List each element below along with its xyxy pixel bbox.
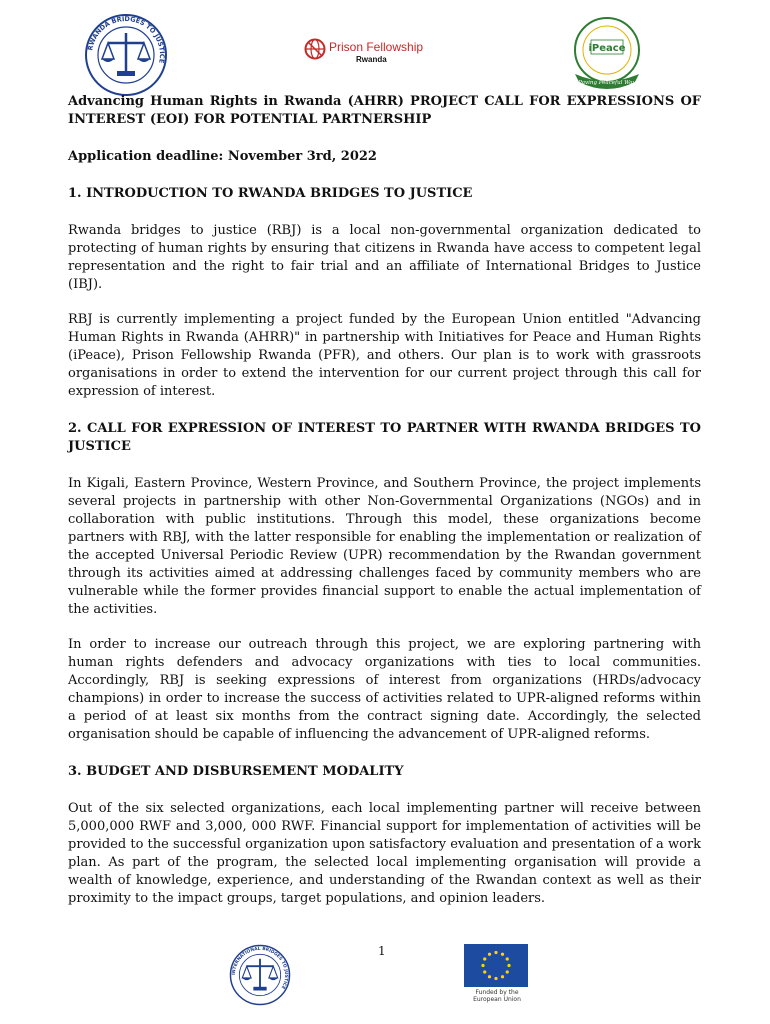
eu-star bbox=[488, 953, 491, 956]
ipeace-name: iPeace bbox=[588, 43, 626, 54]
section-2-heading: 2. CALL FOR EXPRESSION OF INTEREST TO PARTNER WITH RWANDA BRIDGES TO JUSTICE bbox=[68, 421, 701, 454]
eu-star bbox=[481, 964, 484, 967]
eu-star bbox=[483, 957, 486, 960]
document-body bbox=[68, 93, 701, 908]
eu-star bbox=[494, 977, 497, 980]
page-number: 1 bbox=[378, 944, 386, 958]
ipeace-logo bbox=[569, 16, 645, 92]
ipeace-banner: Paving Peaceful Way bbox=[578, 80, 636, 86]
application-deadline: Application deadline: November 3rd, 2022 bbox=[68, 149, 377, 164]
section-1-heading: 1. INTRODUCTION TO RWANDA BRIDGES TO JUSTICE bbox=[68, 186, 473, 201]
ipeace-seal-icon bbox=[569, 16, 645, 92]
section-2-paragraph-1: In Kigali, Eastern Province, Western Province, and Southern Province, the project implements several projects in partnership with other Non-Governmental Organizations (NGOs) and in collaboration with public institutions. Through this model, these organizations become partners with RBJ, with the latter responsible for enabling the implementation or realization of the accepted Universal Periodic Review (UPR) recommendation by the Rwandan government through its activities aimed at addressing challenges faced by community members who are vulnerable while the former provides financial support to enable the actual implementation of the activities. bbox=[68, 476, 701, 617]
eu-star bbox=[494, 951, 497, 954]
prison-fellowship-logo bbox=[304, 34, 424, 68]
eu-star bbox=[488, 975, 491, 978]
pf-country: Rwanda bbox=[356, 55, 387, 64]
rbj-logo bbox=[84, 13, 168, 97]
document-title: Advancing Human Rights in Rwanda (AHRR) PROJECT CALL FOR EXPRESSIONS OF INTEREST (EOI) FOR POTENTIAL PARTNERSHIP bbox=[68, 94, 701, 127]
section-1-paragraph-1: Rwanda bridges to justice (RBJ) is a local non-governmental organization dedicated to protecting of human rights by ensuring that citizens in Rwanda have access to competent legal representation and the right to fair trial and an affiliate of International Bridges to Justice (IBJ). bbox=[68, 223, 701, 292]
section-3-heading: 3. BUDGET AND DISBURSEMENT MODALITY bbox=[68, 764, 404, 779]
ibj-logo bbox=[229, 944, 291, 1006]
eu-logo bbox=[464, 944, 528, 987]
eu-star bbox=[506, 957, 509, 960]
pf-name: Prison Fellowship bbox=[329, 40, 424, 54]
eu-star bbox=[501, 953, 504, 956]
section-3-paragraph-1: Out of the six selected organizations, each local implementing partner will receive between 5,000,000 RWF and 3,000, 000 RWF. Financial support for implementation of activities will be provided to the successful organization upon satisfactory evaluation and presentation of a work plan. As part of the program, the selected local implementing organisation will provide a wealth of knowledge, experience, and understanding of the Rwandan context as well as their proximity to the impact groups, target populations, and opinion leaders. bbox=[68, 801, 701, 906]
rbj-ring-text: RWANDA BRIDGES TO JUSTICE bbox=[86, 14, 167, 64]
section-1-paragraph-2: RBJ is currently implementing a project funded by the European Union entitled "Advancing Human Rights in Rwanda (AHRR)" in partnership with Initiatives for Peace and Human Rights (iPeace), Prison Fellowship Rwanda (PFR), and others. Our plan is to work with grassroots organisations in order to extend the intervention for our current project through this call for expression of interest. bbox=[68, 312, 701, 399]
ibj-scales-seal-icon bbox=[229, 944, 291, 1006]
ibj-ring-text: INTERNATIONAL BRIDGES TO JUSTICE bbox=[231, 946, 289, 990]
eu-flag-icon bbox=[464, 944, 528, 987]
prison-fellowship-globe-icon bbox=[304, 38, 326, 60]
section-2-paragraph-2: In order to increase our outreach through this project, we are exploring partnering with human rights defenders and advocacy organizations with ties to local communities. Accordingly, RBJ is seeking expressions of interest from organizations (HRDs/advocacy champions) in order to increase the success of activities related to UPR-aligned reforms within a period of at least six months from the contract signing date. Accordingly, the selected organisation should be capable of influencing the advancement of UPR-aligned reforms. bbox=[68, 637, 701, 742]
rbj-scales-seal-icon bbox=[84, 13, 168, 97]
eu-star bbox=[483, 970, 486, 973]
eu-star bbox=[507, 964, 510, 967]
eu-star bbox=[506, 970, 509, 973]
eu-caption: Funded by the European Union bbox=[473, 989, 521, 1003]
eu-star bbox=[501, 975, 504, 978]
